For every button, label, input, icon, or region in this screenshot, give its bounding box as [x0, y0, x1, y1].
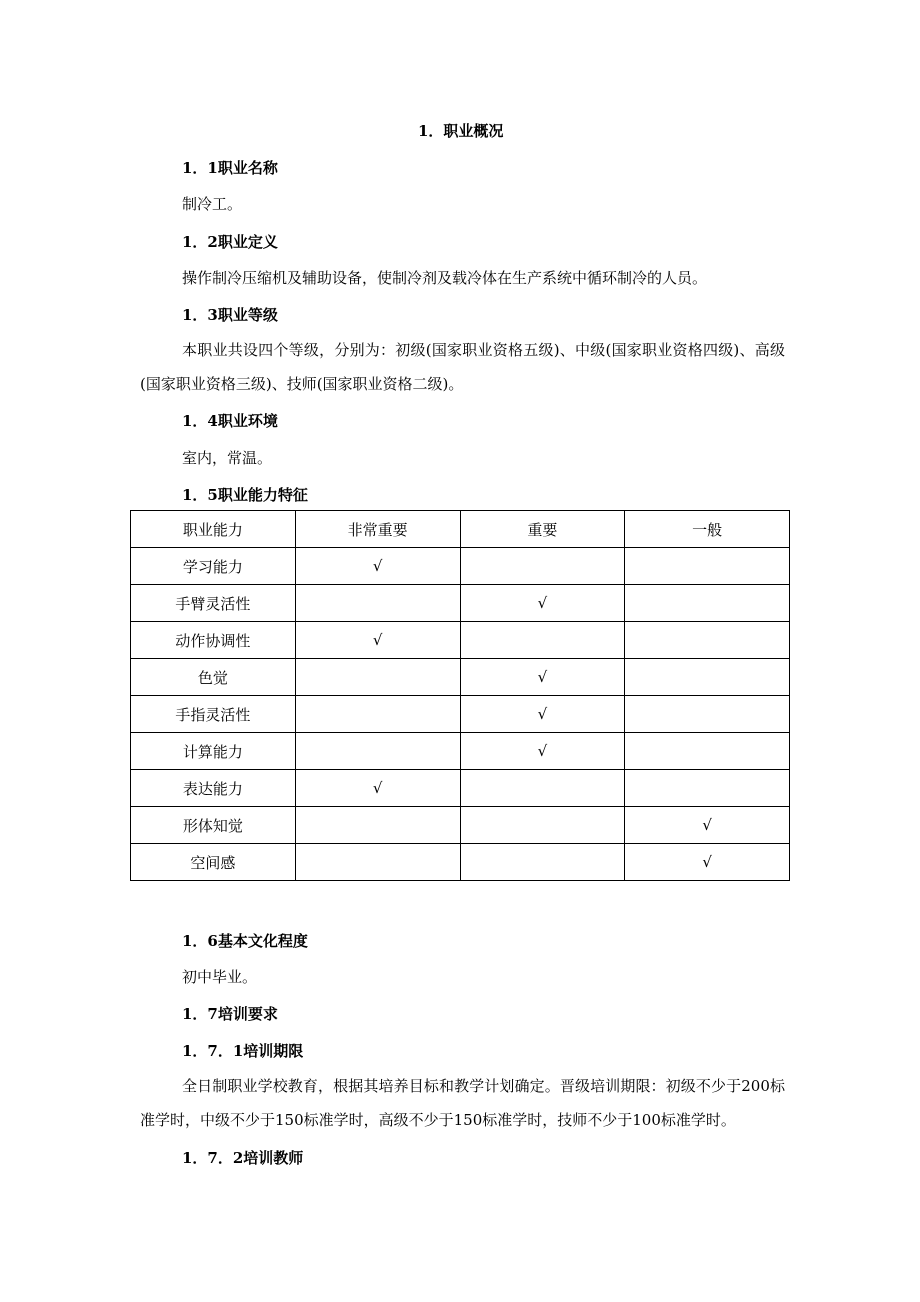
table-row	[131, 733, 790, 770]
rating-cell	[460, 548, 625, 585]
rating-cell	[295, 696, 460, 733]
table-row	[131, 548, 790, 585]
check-mark-cell: √	[460, 696, 625, 733]
table-row	[131, 770, 790, 807]
rating-cell	[295, 733, 460, 770]
check-mark-cell: √	[625, 807, 790, 844]
rating-cell	[625, 696, 790, 733]
rating-cell	[625, 548, 790, 585]
rating-cell	[295, 659, 460, 696]
doc-title: 1．职业概况	[418, 122, 504, 140]
ability-name-cell: 手臂灵活性	[131, 585, 296, 622]
heading-1-4: 1．4职业环境	[182, 412, 278, 430]
table-row	[131, 844, 790, 881]
header-general: 一般	[625, 511, 790, 548]
text-1-6: 初中毕业。	[182, 968, 258, 986]
table-row	[131, 585, 790, 622]
ability-name-cell: 空间感	[131, 844, 296, 881]
heading-1-7-2: 1．7．2培训教师	[182, 1149, 304, 1167]
rating-cell	[625, 622, 790, 659]
heading-1-2: 1．2职业定义	[182, 233, 278, 251]
heading-1-7: 1．7培训要求	[182, 1005, 278, 1023]
check-mark-cell: √	[460, 659, 625, 696]
rating-cell	[625, 770, 790, 807]
heading-1-3: 1．3职业等级	[182, 306, 278, 324]
header-ability: 职业能力	[131, 511, 296, 548]
rating-cell	[625, 659, 790, 696]
rating-cell	[295, 585, 460, 622]
table-header-row	[131, 511, 790, 548]
rating-cell	[460, 622, 625, 659]
table-row	[131, 696, 790, 733]
rating-cell	[625, 585, 790, 622]
text-1-2: 操作制冷压缩机及辅助设备，使制冷剂及载冷体在生产系统中循环制冷的人员。	[182, 269, 708, 287]
text-1-7-1: 全日制职业学校教育，根据其培养目标和教学计划确定。晋级培训期限：初级不少于200标准学时，中级不少于150标准学时，高级不少于150标准学时，技师不少于100标准学时。	[140, 1077, 785, 1129]
text-1-3: 本职业共设四个等级，分别为：初级(国家职业资格五级)、中级(国家职业资格四级)、高级(国家职业资格三级)、技师(国家职业资格二级)。	[140, 341, 785, 393]
heading-1-7-1: 1．7．1培训期限	[182, 1042, 304, 1060]
heading-1-1: 1．1职业名称	[182, 159, 278, 177]
rating-cell	[625, 733, 790, 770]
text-1-4: 室内，常温。	[182, 449, 273, 467]
rating-cell	[295, 844, 460, 881]
table-row	[131, 807, 790, 844]
header-very-important: 非常重要	[295, 511, 460, 548]
ability-name-cell: 手指灵活性	[131, 696, 296, 733]
ability-name-cell: 计算能力	[131, 733, 296, 770]
check-mark-cell: √	[460, 733, 625, 770]
text-1-1: 制冷工。	[182, 195, 243, 213]
ability-name-cell: 表达能力	[131, 770, 296, 807]
ability-name-cell: 形体知觉	[131, 807, 296, 844]
header-important: 重要	[460, 511, 625, 548]
heading-1-6: 1．6基本文化程度	[182, 932, 308, 950]
rating-cell	[460, 770, 625, 807]
ability-name-cell: 色觉	[131, 659, 296, 696]
table-row	[131, 659, 790, 696]
check-mark-cell: √	[625, 844, 790, 881]
ability-name-cell: 动作协调性	[131, 622, 296, 659]
rating-cell	[460, 807, 625, 844]
check-mark-cell: √	[460, 585, 625, 622]
heading-1-5: 1．5职业能力特征	[182, 486, 308, 504]
table-row	[131, 622, 790, 659]
check-mark-cell: √	[295, 770, 460, 807]
check-mark-cell: √	[295, 548, 460, 585]
ability-name-cell: 学习能力	[131, 548, 296, 585]
rating-cell	[460, 844, 625, 881]
rating-cell	[295, 807, 460, 844]
check-mark-cell: √	[295, 622, 460, 659]
ability-table	[130, 510, 790, 881]
